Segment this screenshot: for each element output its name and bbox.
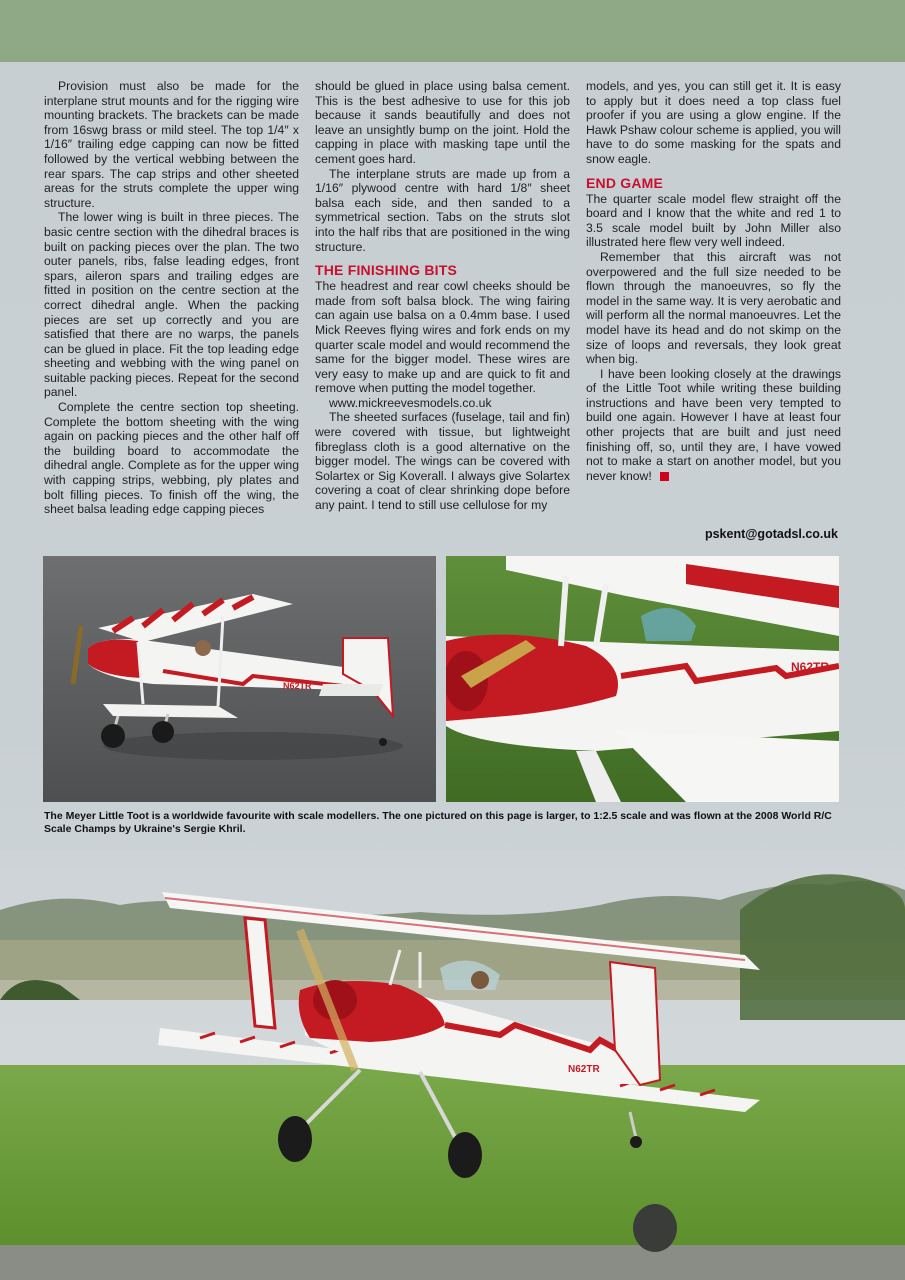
photo-biplane-in-flight-image — [0, 850, 905, 1280]
registration-label: N62TR — [283, 681, 312, 691]
article-column-2 — [315, 79, 570, 513]
web-link: www.mickreevesmodels.co.uk — [329, 395, 492, 410]
paragraph: Complete the centre section top sheeting. Complete the bottom sheeting with the wing again on packing pieces and the other half off the building board to accommodate the dihedral angle. Complete as for the upper wing with capping strips, webbing, ply plates and bolt filling pieces. To finish off the wing, the sheet balsa leading edge capping pieces — [44, 400, 299, 517]
photo-parked-biplane-image — [43, 556, 436, 802]
author-email: pskent@gotadsl.co.uk — [704, 527, 838, 541]
photo-caption: The Meyer Little Toot is a worldwide favourite with scale modellers. The one pictured on this page is larger, to 1:2.5 scale and was flown at the 2008 World R/C Scale Champs by Ukraine's Sergie Khril. — [44, 810, 832, 835]
photo-closeup-biplane-image — [446, 556, 839, 802]
paragraph: The lower wing is built in three pieces. The basic centre section with the dihedral braces is built on packing pieces over the plan. The two outer panels, ribs, false leading edges, front spars, aileron spars and trailing edges are fitted in position on the centre section at the correct dihedral angle. When the packing pieces are set up correctly and you are satisfied that there are no warps, the panels can be glued in place. Fit the top leading edge sheeting and webbing with the wing panel on suitable packing pieces. Repeat for the second panel. — [44, 210, 299, 400]
paragraph: Remember that this aircraft was not overpowered and the full size needed to be flown through the manoeuvres, so fly the model in the same way. It is very aerobatic and will perform all the normal manoeuvres. Let the model have its head and do not skimp on the size of loops and reversals, they look great when big. — [586, 249, 841, 367]
paragraph: The headrest and rear cowl cheeks should be made from soft balsa block. The wing fairing can again use balsa on a 0.4mm base. I used Mick Reeves flying wires and fork ends on my quarter scale model and would recommend the same for the bigger model. These wires are very easy to make up and are quick to fit and remove when putting the model together. — [315, 279, 570, 396]
section-heading: THE FINISHING BITS — [315, 262, 458, 279]
article-column-1 — [44, 79, 299, 517]
registration-label: N62TR — [791, 660, 830, 674]
registration-label: N62TR — [568, 1064, 600, 1075]
paragraph — [586, 367, 841, 484]
header-band — [0, 0, 905, 62]
paragraph: The quarter scale model flew straight off the board and I know that the white and red 1 to 3.5 scale model built by John Miller also illustrated here flew very well indeed. — [586, 191, 841, 250]
photo-parked-biplane — [43, 556, 436, 802]
photo-biplane-in-flight — [0, 850, 905, 1280]
article-column-3 — [586, 79, 841, 483]
section-heading: END GAME — [586, 174, 664, 191]
paragraph: should be glued in place using balsa cement. This is the best adhesive to use for this job because it sands beautifully and does not leave an unsightly bump on the joint. Hold the capping in place with masking tape until the cement goes hard. — [315, 79, 570, 166]
paragraph: Provision must also be made for the interplane strut mounts and for the rigging wire mounting brackets. The brackets can be made from 16swg brass or mild steel. The top 1/4″ x 1/16″ trailing edge capping can now be fitted followed by the vertical webbing between the rear spars. The cap strips and other sheeted areas for the struts complete the upper wing structure. — [44, 79, 299, 210]
paragraph: The interplane struts are made up from a 1/16″ plywood centre with hard 1/8″ sheet balsa each side, and then sanded to a symmetrical section. Tabs on the struts slot into the half ribs that are positioned in the wing structure. — [315, 166, 570, 254]
end-of-article-mark — [660, 472, 669, 481]
paragraph-text: I have been looking closely at the drawings of the Little Toot while writing these building instructions and have been very tempted to build one again. However I have at least four other projects that are built and just need finishing off, so, until they are, I have vowed not to make a start on another model, but you never know! — [586, 366, 841, 483]
paragraph: The sheeted surfaces (fuselage, tail and fin) were covered with tissue, but lightweight fibreglass cloth is a good alternative on the bigger model. The wings can be covered with Solartex or Sig Koverall. I always give Solartex covering a coat of clear shrinking dope before any paint. I tend to still use cellulose for my — [315, 410, 570, 513]
paragraph: models, and yes, you can still get it. It is easy to apply but it does need a top class fuel proofer if you are using a glow engine. If the Hawk Pshaw colour scheme is applied, you will have to do some masking for the spats and snow eagle. — [586, 79, 841, 166]
photo-closeup-biplane — [446, 556, 839, 802]
